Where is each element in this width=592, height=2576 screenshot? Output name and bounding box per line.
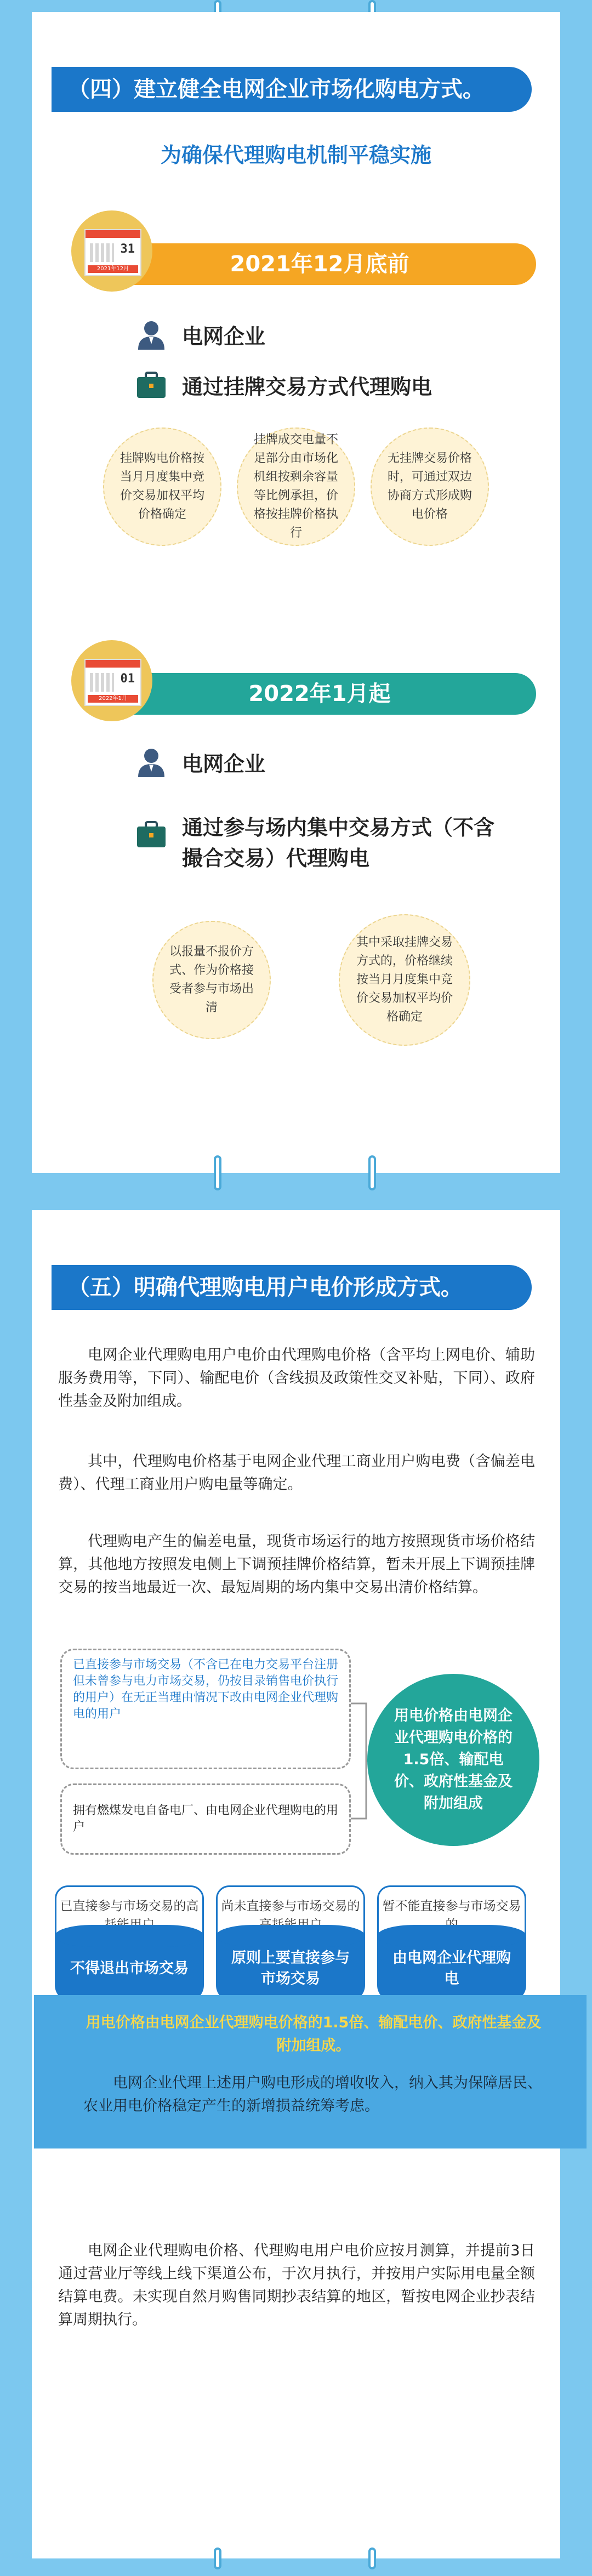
person-icon xyxy=(136,746,167,777)
highlight-panel-title: 用电价格由电网企业代理购电价格的1.5倍、输配电价、政府性基金及附加组成。 xyxy=(86,2014,542,2054)
calendar-icon: 01 2022年1月 xyxy=(71,640,152,721)
binder-ring xyxy=(214,1155,221,1190)
info-bubble: 无挂牌交易价格时，可通过双边协商方式形成购电价格 xyxy=(371,428,489,546)
period-2-actor: 电网企业 xyxy=(136,746,265,777)
briefcase-icon xyxy=(136,369,167,400)
section-4-heading: （四）建立健全电网企业市场化购电方式。 xyxy=(52,67,532,112)
option-card-3: 暂不能直接参与市场交易 由电网企业代理购电 xyxy=(377,1885,526,2002)
info-bubble: 挂牌成交电量不足部分由市场化机组按剩余容量等比例承担，价格按挂牌价格执行 xyxy=(237,428,355,546)
binder-ring xyxy=(368,2547,376,2569)
paragraph: 代理购电产生的偏差电量，现货市场运行的地方按照现货市场价格结算，其他地方按照发电侧上下调预挂牌价格结算，暂未开展上下调预挂牌交易的按当地最近一次、最短周期的场内集中交易出清价格结算。 xyxy=(58,1533,535,1596)
info-bubble: 以报量不报价方式、作为价格接受者参与市场出清 xyxy=(152,921,271,1039)
option-card-2: 尚未直接参与市场交易的 原则上要直接参与市场交易 xyxy=(216,1885,365,2002)
paragraph: 电网企业代理购电用户电价由代理购电价格（含平均上网电价、辅助服务费用等，下同）、输配电价（含线损及政策性交叉补贴，下同）、政府性基金及附加组成。 xyxy=(58,1347,535,1410)
section-4-card xyxy=(32,12,560,1173)
briefcase-icon xyxy=(136,819,167,850)
period-1-actor: 电网企业 xyxy=(136,319,265,350)
period-1-method: 通过挂牌交易方式代理购电 xyxy=(136,369,432,400)
info-bubble: 其中采取挂牌交易方式的，价格继续按当月月度集中竞价交易加权平均价格确定 xyxy=(339,914,470,1046)
user-type-box-1: 已直接参与市场交易（不含已在电力交易平台注册但未曾参与电力市场交易，仍按目录销售电价执行的用户）在无正当理由情况下改由电网企业代理购电的用户 xyxy=(60,1649,351,1769)
section-5-card xyxy=(32,1210,560,2558)
calendar-icon: 31 2021年12月 xyxy=(71,210,152,292)
highlight-panel-body: 电网企业代理上述用户购电形成的增收收入，纳入其为保障居民、农业用电价格稳定产生的新增损益统筹考虑。 xyxy=(83,2075,542,2115)
binder-ring xyxy=(368,1155,376,1190)
period-2-method: 通过参与场内集中交易方式（不含 撮合交易）代理购电 xyxy=(136,812,494,874)
highlight-panel xyxy=(34,1995,587,2148)
period-2-date-bar: 2022年1月起 xyxy=(103,673,536,715)
section-5-heading: （五）明确代理购电用户电价形成方式。 xyxy=(52,1265,532,1310)
period-1-date-bar: 2021年12月底前 xyxy=(103,243,536,285)
person-icon xyxy=(136,319,167,350)
user-type-box-2: 拥有燃煤发电自备电厂、由电网企业代理购电的用户 xyxy=(60,1783,351,1855)
price-formula-circle: 用电价格由电网企业代理购电价格的1.5倍、输配电价、政府性基金及附加组成 xyxy=(367,1674,539,1846)
paragraph: 其中，代理购电价格基于电网企业代理工商业用户购电费（含偏差电费）、代理工商业用户购电量等确定。 xyxy=(58,1453,535,1493)
paragraph: 电网企业代理购电价格、代理购电用户电价应按月测算，并提前3日通过营业厅等线上线下渠道公布，于次月执行，并按用户实际用电量全额结算电费。未实现自然月购售同期抄表结算的地区，暂按电网企业抄表结算周期执行。 xyxy=(58,2242,535,2328)
option-card-1: 已直接参与市场交易的高 不得退出市场交易 xyxy=(55,1885,204,2002)
binder-ring xyxy=(214,2547,221,2569)
section-4-subtitle: 为确保代理购电机制平稳实施 xyxy=(160,143,431,167)
info-bubble: 挂牌购电价格按当月月度集中竞价交易加权平均价格确定 xyxy=(103,428,221,546)
